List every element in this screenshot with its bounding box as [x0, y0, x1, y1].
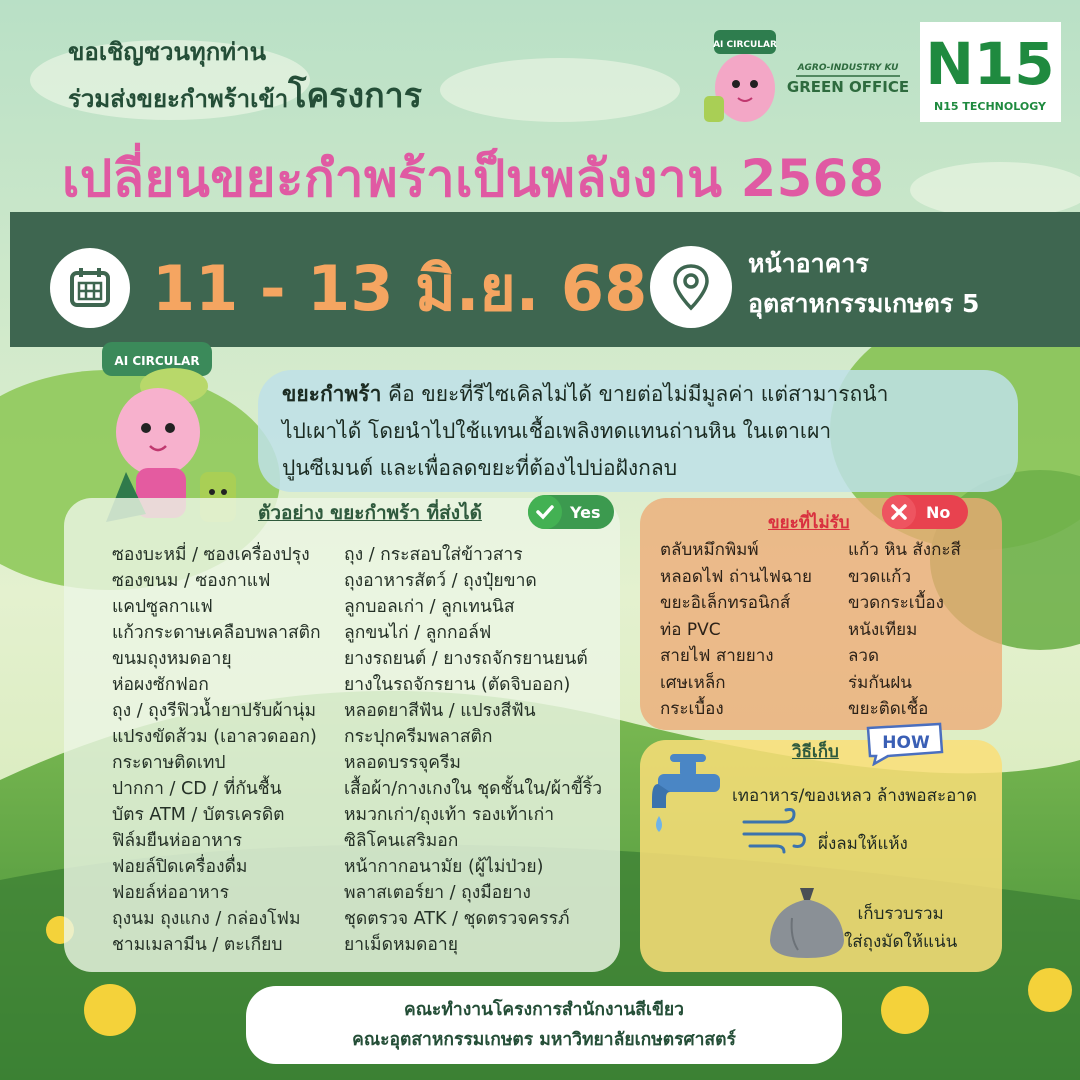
list-item: ซองบะหมี่ / ซองเครื่องปรุง	[112, 545, 310, 565]
invite-line2: ร่วมส่งขยะกำพร้าเข้า	[68, 85, 289, 113]
footer-line2: คณะอุตสาหกรรมเกษตร มหาวิทยาลัยเกษตรศาสตร์	[352, 1030, 736, 1050]
list-item: สายไฟ สายยาง	[660, 646, 774, 666]
list-item: เสื้อผ้า/กางเกงใน ชุดชั้นใน/ผ้าขี้ริ้ว	[344, 779, 603, 799]
method-step3-line1: เก็บรวบรวม	[857, 904, 944, 924]
rejected-list-col1	[660, 537, 812, 723]
list-item: แก้ว หิน สังกะสี	[848, 540, 961, 560]
yes-badge-label: Yes	[570, 502, 601, 522]
office-top-text: AGRO-INDUSTRY KU	[797, 63, 899, 73]
list-item: หลอดยาสีฟัน / แปรงสีฟัน	[344, 701, 536, 721]
method-step3	[844, 900, 957, 956]
definition-box	[258, 370, 1018, 492]
how-speech-bubble-icon	[862, 722, 946, 766]
close-icon	[882, 495, 916, 529]
mascot-hat-text: AI CIRCULAR	[114, 354, 200, 368]
n15-name-text: N15 TECHNOLOGY	[934, 100, 1046, 113]
event-date: 11 - 13 มิ.ย. 68	[152, 252, 648, 325]
list-item: ยาเม็ดหมดอายุ	[344, 935, 458, 955]
definition-line2: ไปเผาได้ โดยนำไปใช้แทนเชื้อเพลิงทดแทนถ่านหิน ในเตาเผา	[282, 419, 832, 443]
list-item: ห่อผงซักฟอก	[112, 675, 209, 695]
method-step3-line2: ใส่ถุงมัดให้แน่น	[844, 932, 958, 952]
definition-term: ขยะกำพร้า	[282, 382, 382, 406]
list-item: ขวดแก้ว	[848, 566, 912, 587]
list-item: ฟอยล์ปิดเครื่องดื่ม	[112, 857, 248, 877]
list-item: ฟิล์มยืนห่ออาหาร	[112, 831, 243, 851]
list-item: ลูกขนไก่ / ลูกกอล์ฟ	[344, 623, 492, 643]
yes-badge	[528, 495, 614, 529]
list-item: แก้วกระดาษเคลือบพลาสติก	[112, 623, 321, 643]
list-item: ขวดกระเบื้อง	[848, 593, 944, 613]
list-item: หน้ากากอนามัย (ผู้ไม่ป่วย)	[344, 857, 544, 877]
method-step2: ผึ่งลมให้แห้ง	[818, 834, 908, 854]
list-item: กระเบื้อง	[660, 699, 724, 719]
office-bottom-text: GREEN OFFICE	[786, 78, 910, 96]
accepted-list-col2	[344, 542, 602, 958]
how-badge-label: HOW	[882, 733, 930, 753]
list-item: ปากกา / CD / ที่กันชื้น	[112, 779, 282, 799]
list-item: ซองขนม / ซองกาแฟ	[112, 571, 271, 591]
rejected-list-col2	[848, 537, 961, 723]
green-office-logo	[700, 18, 910, 130]
location-pin-icon	[650, 246, 732, 328]
list-item: พลาสเตอร์ยา / ถุงมือยาง	[344, 883, 531, 903]
list-item: ขยะอิเล็กทรอนิกส์	[660, 593, 791, 613]
list-item: ท่อ PVC	[660, 619, 721, 640]
list-item: ขนมถุงหมดอายุ	[112, 649, 232, 669]
list-item: หมวกเก่า/ถุงเท้า รองเท้าเก่า	[344, 805, 555, 825]
location-line2: อุตสาหกรรมเกษตร 5	[748, 289, 980, 318]
list-item: ยางในรถจักรยาน (ตัดจิบออก)	[344, 675, 571, 695]
invite-line1: ขอเชิญชวนทุกท่าน	[68, 38, 266, 66]
invite-text	[68, 30, 422, 121]
organizer-footer	[246, 986, 842, 1064]
list-item: ยางรถยนต์ / ยางรถจักรยานยนต์	[344, 649, 588, 669]
list-item: กระดาษติดเทป	[112, 753, 226, 773]
list-item: กระปุกครีมพลาสติก	[344, 727, 493, 747]
check-icon	[528, 495, 562, 529]
location-line1: หน้าอาคาร	[748, 249, 869, 278]
definition-line1: คือ ขยะที่รีไซเคิลไม่ได้ ขายต่อไม่มีมูลค่า แต่สามารถนำ	[381, 382, 889, 406]
list-item: แคปซูลกาแฟ	[112, 597, 213, 617]
mascot-banner-text: AI CIRCULAR	[713, 40, 777, 50]
list-item: ถุง / ถุงรีฟิวน้ำยาปรับผ้านุ่ม	[112, 701, 316, 721]
rejected-heading: ขยะที่ไม่รับ	[768, 513, 850, 533]
list-item: แปรงขัดส้วม (เอาลวดออก)	[112, 727, 317, 747]
list-item: บัตร ATM / บัตรเครดิต	[112, 805, 285, 825]
list-item: ร่มกันฝน	[848, 672, 912, 693]
garbage-bag-icon	[762, 878, 852, 962]
method-heading: วิธีเก็บ	[792, 742, 839, 762]
list-item: เศษเหล็ก	[660, 672, 726, 693]
list-item: ถุงอาหารสัตว์ / ถุงปุ๋ยขาด	[344, 571, 537, 591]
n15-technology-logo	[920, 22, 1061, 122]
list-item: ถุง / กระสอบใส่ข้าวสาร	[344, 545, 523, 565]
definition-line3: ปูนซีเมนต์ และเพื่อลดขยะที่ต้องไปบ่อฝังกลบ	[282, 456, 678, 480]
wind-icon	[740, 808, 808, 858]
event-location	[748, 244, 979, 324]
accepted-heading: ตัวอย่าง ขยะกำพร้า ที่ส่งได้	[258, 502, 482, 524]
calendar-icon	[50, 248, 130, 328]
list-item: ถุงนม ถุงแกง / กล่องโฟม	[112, 909, 301, 929]
list-item: ลูกบอลเก่า / ลูกเทนนิส	[344, 597, 515, 617]
footer-line1: คณะทำงานโครงการสำนักงานสีเขียว	[403, 1000, 685, 1020]
list-item: หนังเทียม	[848, 619, 918, 640]
list-item: ลวด	[848, 646, 880, 666]
page-title: เปลี่ยนขยะกำพร้าเป็นพลังงาน 2568	[62, 150, 885, 209]
list-item: ชามเมลามีน / ตะเกียบ	[112, 935, 283, 955]
list-item: ตลับหมึกพิมพ์	[660, 540, 759, 560]
list-item: ขยะติดเชื้อ	[848, 699, 929, 719]
list-item: ฟอยล์ห่ออาหาร	[112, 883, 230, 903]
invite-project: โครงการ	[288, 76, 423, 116]
list-item: หลอดไฟ ถ่านไฟฉาย	[660, 566, 812, 587]
method-step1: เทอาหาร/ของเหลว ล้างพอสะอาด	[732, 786, 977, 806]
list-item: ชุดตรวจ ATK / ชุดตรวจครรภ์	[344, 909, 570, 929]
n15-mark-text: N15	[925, 30, 1055, 98]
list-item: หลอดบรรจุครีม	[344, 753, 461, 773]
no-badge-label: No	[926, 502, 951, 522]
water-tap-icon	[650, 748, 740, 840]
no-badge	[882, 495, 968, 529]
accepted-list-col1	[112, 542, 321, 958]
list-item: ซิลิโคนเสริมอก	[344, 831, 459, 851]
